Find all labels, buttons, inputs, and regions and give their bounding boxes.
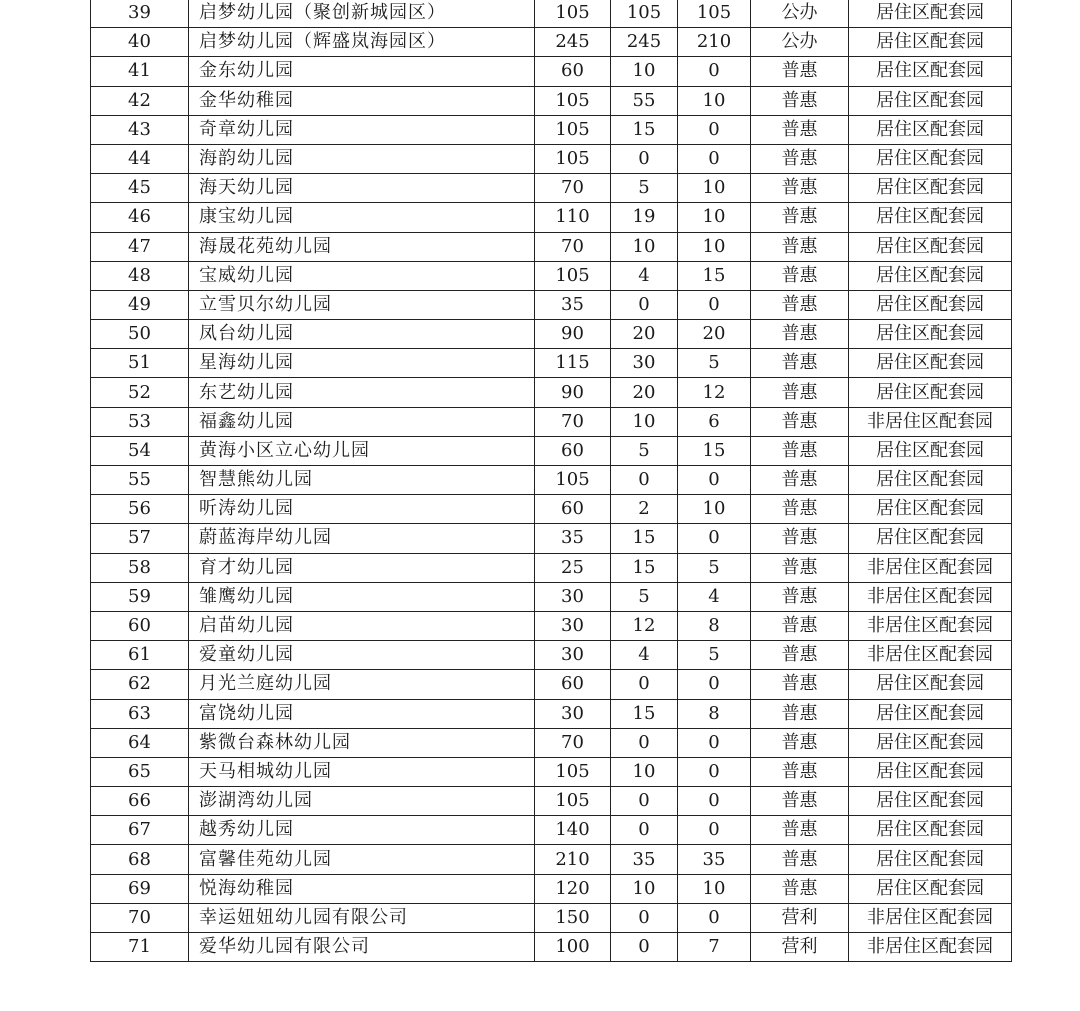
cell-kindergarten-name: 康宝幼儿园 <box>189 203 535 232</box>
cell-type: 普惠 <box>751 203 849 232</box>
cell-number: 54 <box>91 436 189 465</box>
cell-category: 居住区配套园 <box>849 349 1012 378</box>
cell-value-a: 60 <box>535 495 611 524</box>
cell-number: 65 <box>91 757 189 786</box>
cell-value-b: 0 <box>611 728 678 757</box>
cell-number: 64 <box>91 728 189 757</box>
cell-type: 普惠 <box>751 466 849 495</box>
cell-value-b: 10 <box>611 874 678 903</box>
cell-value-b: 2 <box>611 495 678 524</box>
cell-value-a: 70 <box>535 232 611 261</box>
cell-category: 居住区配套园 <box>849 466 1012 495</box>
cell-value-b: 4 <box>611 641 678 670</box>
cell-type: 普惠 <box>751 757 849 786</box>
cell-type: 普惠 <box>751 320 849 349</box>
cell-type: 普惠 <box>751 816 849 845</box>
table-row <box>91 845 1012 874</box>
table-row <box>91 728 1012 757</box>
cell-value-a: 90 <box>535 320 611 349</box>
cell-kindergarten-name: 幸运妞妞幼儿园有限公司 <box>189 903 535 932</box>
cell-value-c: 5 <box>678 641 751 670</box>
cell-value-a: 70 <box>535 174 611 203</box>
cell-number: 48 <box>91 261 189 290</box>
cell-value-c: 8 <box>678 611 751 640</box>
cell-category: 居住区配套园 <box>849 524 1012 553</box>
cell-category: 非居住区配套园 <box>849 553 1012 582</box>
cell-type: 普惠 <box>751 495 849 524</box>
cell-kindergarten-name: 福鑫幼儿园 <box>189 407 535 436</box>
cell-type: 普惠 <box>751 349 849 378</box>
cell-kindergarten-name: 爱童幼儿园 <box>189 641 535 670</box>
cell-value-b: 5 <box>611 436 678 465</box>
cell-category: 居住区配套园 <box>849 816 1012 845</box>
cell-value-a: 150 <box>535 903 611 932</box>
cell-kindergarten-name: 海晟花苑幼儿园 <box>189 232 535 261</box>
cell-kindergarten-name: 金东幼儿园 <box>189 57 535 86</box>
cell-value-c: 35 <box>678 845 751 874</box>
cell-value-c: 15 <box>678 261 751 290</box>
cell-category: 居住区配套园 <box>849 757 1012 786</box>
cell-number: 40 <box>91 28 189 57</box>
cell-type: 普惠 <box>751 728 849 757</box>
cell-value-a: 140 <box>535 816 611 845</box>
cell-value-b: 15 <box>611 524 678 553</box>
table-row <box>91 611 1012 640</box>
cell-value-b: 4 <box>611 261 678 290</box>
cell-type: 普惠 <box>751 115 849 144</box>
cell-value-c: 15 <box>678 436 751 465</box>
cell-value-a: 30 <box>535 611 611 640</box>
table-row <box>91 670 1012 699</box>
cell-category: 居住区配套园 <box>849 28 1012 57</box>
cell-value-c: 0 <box>678 144 751 173</box>
cell-value-c: 0 <box>678 787 751 816</box>
cell-value-b: 20 <box>611 378 678 407</box>
table-row <box>91 641 1012 670</box>
cell-category: 居住区配套园 <box>849 378 1012 407</box>
cell-kindergarten-name: 雏鹰幼儿园 <box>189 582 535 611</box>
cell-value-c: 10 <box>678 86 751 115</box>
cell-value-b: 0 <box>611 787 678 816</box>
cell-value-a: 30 <box>535 582 611 611</box>
cell-number: 58 <box>91 553 189 582</box>
cell-category: 居住区配套园 <box>849 728 1012 757</box>
cell-value-c: 7 <box>678 933 751 962</box>
cell-value-b: 245 <box>611 28 678 57</box>
cell-value-b: 10 <box>611 757 678 786</box>
cell-kindergarten-name: 悦海幼稚园 <box>189 874 535 903</box>
table-row <box>91 378 1012 407</box>
cell-value-a: 105 <box>535 144 611 173</box>
cell-kindergarten-name: 启苗幼儿园 <box>189 611 535 640</box>
cell-type: 普惠 <box>751 787 849 816</box>
cell-number: 47 <box>91 232 189 261</box>
cell-type: 普惠 <box>751 232 849 261</box>
table-row <box>91 203 1012 232</box>
cell-value-a: 60 <box>535 436 611 465</box>
cell-number: 63 <box>91 699 189 728</box>
cell-type: 普惠 <box>751 845 849 874</box>
cell-value-c: 5 <box>678 553 751 582</box>
cell-value-c: 0 <box>678 57 751 86</box>
cell-kindergarten-name: 立雪贝尔幼儿园 <box>189 290 535 319</box>
cell-category: 居住区配套园 <box>849 320 1012 349</box>
cell-value-b: 15 <box>611 699 678 728</box>
cell-value-c: 10 <box>678 874 751 903</box>
cell-value-b: 10 <box>611 232 678 261</box>
cell-kindergarten-name: 蔚蓝海岸幼儿园 <box>189 524 535 553</box>
table-row <box>91 787 1012 816</box>
cell-type: 普惠 <box>751 699 849 728</box>
table-row <box>91 261 1012 290</box>
cell-value-a: 90 <box>535 378 611 407</box>
cell-kindergarten-name: 启梦幼儿园（辉盛岚海园区） <box>189 28 535 57</box>
table-row <box>91 0 1012 28</box>
cell-value-c: 10 <box>678 203 751 232</box>
cell-value-b: 15 <box>611 115 678 144</box>
cell-number: 69 <box>91 874 189 903</box>
cell-number: 66 <box>91 787 189 816</box>
table-row <box>91 290 1012 319</box>
cell-kindergarten-name: 奇章幼儿园 <box>189 115 535 144</box>
table-row <box>91 874 1012 903</box>
cell-value-c: 5 <box>678 349 751 378</box>
cell-value-a: 105 <box>535 757 611 786</box>
cell-value-b: 0 <box>611 144 678 173</box>
table-row <box>91 757 1012 786</box>
cell-value-b: 5 <box>611 582 678 611</box>
table-row <box>91 349 1012 378</box>
table-row <box>91 436 1012 465</box>
cell-category: 居住区配套园 <box>849 436 1012 465</box>
cell-category: 非居住区配套园 <box>849 903 1012 932</box>
cell-value-b: 20 <box>611 320 678 349</box>
cell-kindergarten-name: 天马相城幼儿园 <box>189 757 535 786</box>
cell-number: 71 <box>91 933 189 962</box>
cell-kindergarten-name: 月光兰庭幼儿园 <box>189 670 535 699</box>
cell-type: 普惠 <box>751 524 849 553</box>
cell-kindergarten-name: 海韵幼儿园 <box>189 144 535 173</box>
table-row <box>91 174 1012 203</box>
cell-kindergarten-name: 启梦幼儿园（聚创新城园区） <box>189 0 535 28</box>
cell-number: 57 <box>91 524 189 553</box>
table-row <box>91 816 1012 845</box>
cell-number: 62 <box>91 670 189 699</box>
cell-value-b: 0 <box>611 466 678 495</box>
cell-kindergarten-name: 爱华幼儿园有限公司 <box>189 933 535 962</box>
kindergarten-table <box>90 0 1012 962</box>
cell-number: 42 <box>91 86 189 115</box>
cell-value-c: 0 <box>678 115 751 144</box>
cell-kindergarten-name: 越秀幼儿园 <box>189 816 535 845</box>
cell-value-b: 0 <box>611 816 678 845</box>
table-row <box>91 933 1012 962</box>
cell-type: 普惠 <box>751 290 849 319</box>
cell-value-c: 0 <box>678 728 751 757</box>
cell-value-c: 10 <box>678 232 751 261</box>
table-row <box>91 86 1012 115</box>
cell-number: 60 <box>91 611 189 640</box>
cell-value-b: 30 <box>611 349 678 378</box>
cell-number: 46 <box>91 203 189 232</box>
cell-type: 普惠 <box>751 378 849 407</box>
table-row <box>91 495 1012 524</box>
cell-kindergarten-name: 凤台幼儿园 <box>189 320 535 349</box>
cell-kindergarten-name: 富饶幼儿园 <box>189 699 535 728</box>
cell-value-c: 6 <box>678 407 751 436</box>
table-row <box>91 903 1012 932</box>
cell-category: 居住区配套园 <box>849 845 1012 874</box>
cell-value-b: 5 <box>611 174 678 203</box>
cell-number: 56 <box>91 495 189 524</box>
cell-value-c: 0 <box>678 290 751 319</box>
cell-value-a: 30 <box>535 699 611 728</box>
cell-number: 52 <box>91 378 189 407</box>
cell-kindergarten-name: 富馨佳苑幼儿园 <box>189 845 535 874</box>
cell-value-b: 19 <box>611 203 678 232</box>
cell-value-a: 70 <box>535 407 611 436</box>
cell-number: 39 <box>91 0 189 28</box>
cell-kindergarten-name: 听涛幼儿园 <box>189 495 535 524</box>
cell-number: 51 <box>91 349 189 378</box>
cell-value-b: 35 <box>611 845 678 874</box>
cell-category: 居住区配套园 <box>849 115 1012 144</box>
cell-value-a: 25 <box>535 553 611 582</box>
cell-category: 非居住区配套园 <box>849 407 1012 436</box>
cell-type: 普惠 <box>751 553 849 582</box>
cell-type: 普惠 <box>751 261 849 290</box>
cell-kindergarten-name: 星海幼儿园 <box>189 349 535 378</box>
cell-kindergarten-name: 宝威幼儿园 <box>189 261 535 290</box>
cell-kindergarten-name: 智慧熊幼儿园 <box>189 466 535 495</box>
cell-kindergarten-name: 东艺幼儿园 <box>189 378 535 407</box>
cell-value-c: 105 <box>678 0 751 28</box>
cell-value-b: 10 <box>611 407 678 436</box>
cell-category: 居住区配套园 <box>849 670 1012 699</box>
cell-kindergarten-name: 育才幼儿园 <box>189 553 535 582</box>
table-row <box>91 57 1012 86</box>
cell-category: 居住区配套园 <box>849 86 1012 115</box>
cell-category: 居住区配套园 <box>849 874 1012 903</box>
cell-value-c: 20 <box>678 320 751 349</box>
cell-category: 居住区配套园 <box>849 57 1012 86</box>
cell-value-a: 60 <box>535 57 611 86</box>
cell-category: 非居住区配套园 <box>849 611 1012 640</box>
cell-kindergarten-name: 紫微台森林幼儿园 <box>189 728 535 757</box>
table-body <box>91 0 1012 962</box>
cell-value-a: 115 <box>535 349 611 378</box>
cell-value-a: 70 <box>535 728 611 757</box>
cell-category: 居住区配套园 <box>849 290 1012 319</box>
cell-number: 53 <box>91 407 189 436</box>
cell-kindergarten-name: 海天幼儿园 <box>189 174 535 203</box>
cell-category: 居住区配套园 <box>849 787 1012 816</box>
cell-value-a: 100 <box>535 933 611 962</box>
table-row <box>91 232 1012 261</box>
cell-value-a: 210 <box>535 845 611 874</box>
cell-value-c: 0 <box>678 670 751 699</box>
cell-number: 44 <box>91 144 189 173</box>
cell-category: 居住区配套园 <box>849 232 1012 261</box>
cell-category: 居住区配套园 <box>849 203 1012 232</box>
cell-kindergarten-name: 澎湖湾幼儿园 <box>189 787 535 816</box>
cell-type: 普惠 <box>751 874 849 903</box>
cell-type: 普惠 <box>751 436 849 465</box>
cell-type: 公办 <box>751 28 849 57</box>
cell-value-a: 105 <box>535 787 611 816</box>
cell-value-c: 12 <box>678 378 751 407</box>
cell-number: 49 <box>91 290 189 319</box>
cell-type: 普惠 <box>751 144 849 173</box>
cell-type: 普惠 <box>751 407 849 436</box>
cell-value-c: 210 <box>678 28 751 57</box>
cell-number: 41 <box>91 57 189 86</box>
cell-value-a: 110 <box>535 203 611 232</box>
cell-type: 公办 <box>751 0 849 28</box>
cell-value-b: 12 <box>611 611 678 640</box>
cell-number: 68 <box>91 845 189 874</box>
cell-value-a: 35 <box>535 524 611 553</box>
cell-type: 普惠 <box>751 174 849 203</box>
cell-number: 55 <box>91 466 189 495</box>
cell-value-b: 10 <box>611 57 678 86</box>
cell-value-c: 0 <box>678 466 751 495</box>
table-row <box>91 144 1012 173</box>
cell-value-a: 120 <box>535 874 611 903</box>
cell-value-a: 245 <box>535 28 611 57</box>
cell-value-a: 60 <box>535 670 611 699</box>
cell-type: 普惠 <box>751 57 849 86</box>
cell-number: 59 <box>91 582 189 611</box>
cell-number: 43 <box>91 115 189 144</box>
cell-value-b: 15 <box>611 553 678 582</box>
cell-value-b: 0 <box>611 290 678 319</box>
cell-type: 普惠 <box>751 670 849 699</box>
cell-kindergarten-name: 金华幼稚园 <box>189 86 535 115</box>
cell-value-c: 10 <box>678 174 751 203</box>
cell-number: 50 <box>91 320 189 349</box>
cell-category: 居住区配套园 <box>849 699 1012 728</box>
cell-value-c: 0 <box>678 524 751 553</box>
cell-value-b: 55 <box>611 86 678 115</box>
table-row <box>91 466 1012 495</box>
table-row <box>91 524 1012 553</box>
cell-value-a: 35 <box>535 290 611 319</box>
table-row <box>91 553 1012 582</box>
table-row <box>91 699 1012 728</box>
cell-type: 营利 <box>751 933 849 962</box>
cell-category: 非居住区配套园 <box>849 641 1012 670</box>
cell-value-a: 105 <box>535 86 611 115</box>
cell-type: 营利 <box>751 903 849 932</box>
cell-value-a: 105 <box>535 466 611 495</box>
cell-value-c: 0 <box>678 816 751 845</box>
cell-value-c: 4 <box>678 582 751 611</box>
cell-value-c: 10 <box>678 495 751 524</box>
table-row <box>91 115 1012 144</box>
cell-value-b: 0 <box>611 933 678 962</box>
cell-value-c: 0 <box>678 903 751 932</box>
cell-category: 非居住区配套园 <box>849 582 1012 611</box>
cell-value-b: 0 <box>611 903 678 932</box>
cell-kindergarten-name: 黄海小区立心幼儿园 <box>189 436 535 465</box>
cell-type: 普惠 <box>751 641 849 670</box>
cell-category: 居住区配套园 <box>849 261 1012 290</box>
cell-type: 普惠 <box>751 611 849 640</box>
cell-category: 居住区配套园 <box>849 495 1012 524</box>
table-row <box>91 320 1012 349</box>
cell-value-a: 105 <box>535 0 611 28</box>
cell-value-b: 105 <box>611 0 678 28</box>
table-row <box>91 407 1012 436</box>
cell-category: 居住区配套园 <box>849 144 1012 173</box>
cell-number: 70 <box>91 903 189 932</box>
cell-type: 普惠 <box>751 582 849 611</box>
cell-category: 居住区配套园 <box>849 0 1012 28</box>
cell-value-a: 30 <box>535 641 611 670</box>
cell-number: 61 <box>91 641 189 670</box>
cell-type: 普惠 <box>751 86 849 115</box>
table-row <box>91 582 1012 611</box>
cell-category: 非居住区配套园 <box>849 933 1012 962</box>
cell-value-c: 0 <box>678 757 751 786</box>
cell-number: 67 <box>91 816 189 845</box>
cell-value-a: 105 <box>535 115 611 144</box>
cell-value-b: 0 <box>611 670 678 699</box>
cell-value-c: 8 <box>678 699 751 728</box>
cell-number: 45 <box>91 174 189 203</box>
table-row <box>91 28 1012 57</box>
cell-category: 居住区配套园 <box>849 174 1012 203</box>
cell-value-a: 105 <box>535 261 611 290</box>
